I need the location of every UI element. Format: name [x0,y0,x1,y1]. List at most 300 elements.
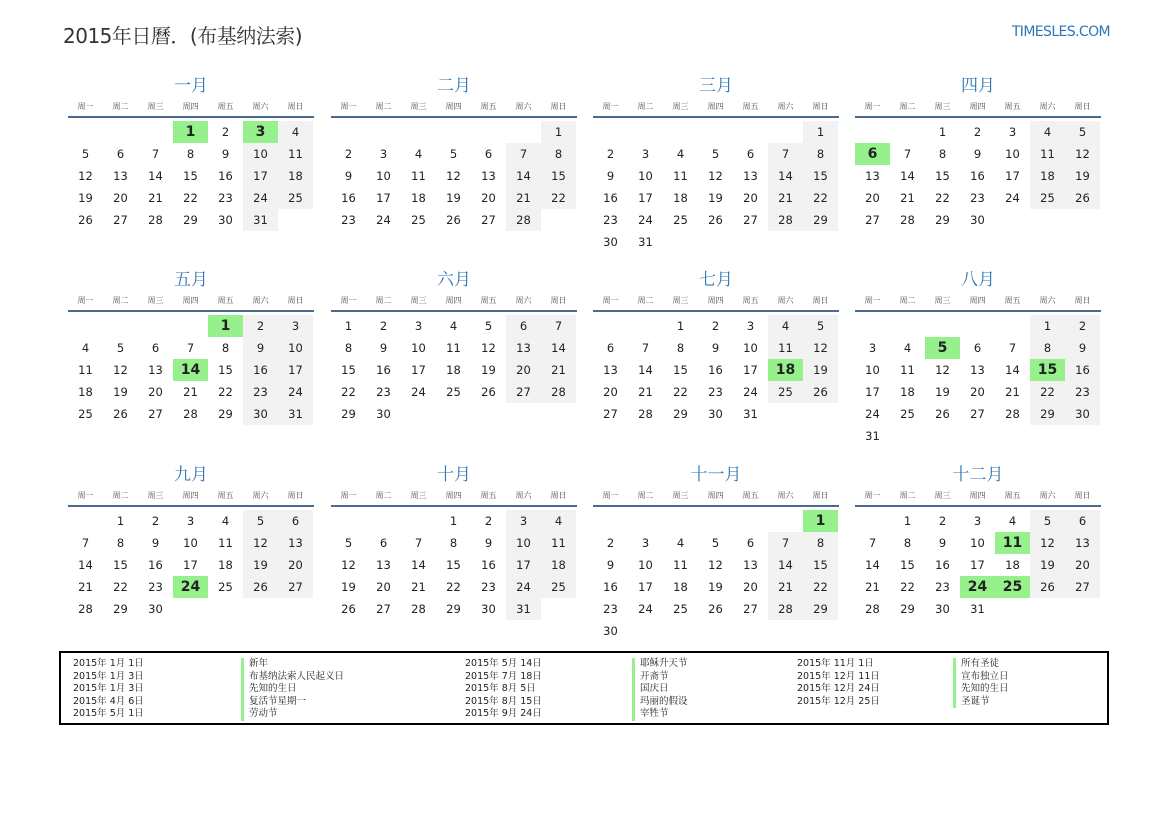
day-cell: 14 [768,554,803,576]
day-cell: 30 [1065,403,1100,425]
day-cell: 4 [676,536,685,550]
day-cell: 19 [243,554,278,576]
day-cell: 22 [1030,381,1065,403]
day-cell: 9 [379,341,388,355]
day-cell: 2 [221,125,230,139]
weekday-label: 周日 [1074,296,1091,305]
day-cell: 21 [78,580,93,594]
day-cell: 30 [970,213,985,227]
day-cell: 6 [484,147,493,161]
day-cell: 20 [970,385,985,399]
day-cell: 20 [278,554,313,576]
month-block [68,74,314,231]
day-cell: 14 [411,558,426,572]
weekday-label: 周一 [340,296,357,305]
day-cell: 23 [376,385,391,399]
day-cell: 13 [376,558,391,572]
weekday-label: 周五 [742,296,759,305]
day-cell: 1 [116,514,125,528]
month-block [331,74,577,231]
day-grid [855,315,1101,447]
day-cell: 28 [768,209,803,231]
weekday-label: 周六 [777,296,794,305]
day-cell: 27 [278,576,313,598]
weekday-label: 周二 [112,102,129,111]
day-cell: 29 [900,602,915,616]
day-cell: 29 [113,602,128,616]
day-cell: 15 [935,169,950,183]
weekday-label: 周六 [515,296,532,305]
empty-cell [698,510,733,532]
day-cell: 23 [148,580,163,594]
day-cell: 15 [218,363,233,377]
month-block [855,463,1101,620]
holiday-name: 宣布独立日 [953,671,1009,684]
day-cell: 9 [711,341,720,355]
day-cell: 25 [900,407,915,421]
weekday-label: 周六 [777,491,794,500]
day-grid [593,315,839,425]
day-cell: 6 [278,510,313,532]
weekday-label: 周六 [1039,102,1056,111]
day-cell: 19 [481,363,496,377]
day-cell: 27 [148,407,163,421]
day-cell: 19 [1065,165,1100,187]
day-cell: 5 [243,510,278,532]
day-cell: 29 [803,598,838,620]
holiday-name: 布基纳法索人民起义日 [241,671,344,684]
weekday-label: 周五 [217,102,234,111]
holiday-date: 2015年 8月 5日 [465,683,536,695]
weekday-label: 周四 [445,102,462,111]
day-cell: 19 [1030,554,1065,576]
day-cell: 17 [376,191,391,205]
holiday-legend [59,651,1109,725]
holiday-date: 2015年 12月 24日 [797,683,880,695]
weekday-header [331,100,577,114]
day-cell: 26 [113,407,128,421]
day-cell: 27 [970,407,985,421]
header-divider [68,310,314,312]
weekday-label: 周三 [410,102,427,111]
day-cell: 23 [243,381,278,403]
day-cell: 22 [183,191,198,205]
day-cell: 1 [938,125,947,139]
day-cell: 16 [708,363,723,377]
day-cell: 12 [113,363,128,377]
day-cell: 5 [116,341,125,355]
day-cell: 24 [506,576,541,598]
day-cell: 21 [411,580,426,594]
weekday-label: 周四 [445,491,462,500]
day-cell: 12 [803,337,838,359]
empty-cell [593,121,628,143]
day-cell: 21 [768,187,803,209]
weekday-label: 周三 [934,491,951,500]
day-cell: 18 [218,558,233,572]
month-name: 二月 [437,76,471,96]
day-cell: 11 [411,169,426,183]
day-cell: 24 [1005,191,1020,205]
empty-cell [663,510,698,532]
day-cell: 24 [243,187,278,209]
day-cell: 27 [1065,576,1100,598]
day-cell: 26 [708,213,723,227]
day-cell: 6 [116,147,125,161]
empty-cell [68,510,103,532]
day-cell: 14 [1005,363,1020,377]
day-cell: 30 [935,602,950,616]
day-cell: 15 [183,169,198,183]
day-cell: 24 [865,407,880,421]
day-cell: 28 [1005,407,1020,421]
holiday-names-col-1 [241,658,344,721]
month-name: 五月 [174,270,208,290]
day-cell: 13 [278,532,313,554]
month-block [593,74,839,253]
weekday-header [855,100,1101,114]
day-cell: 2 [711,319,720,333]
holiday-name: 耶稣升天节 [632,658,688,671]
day-cell: 22 [673,385,688,399]
empty-cell [331,510,366,532]
day-cell: 17 [638,191,653,205]
day-cell: 25 [768,381,803,403]
empty-cell [698,121,733,143]
day-cell: 31 [970,602,985,616]
weekday-label: 周四 [969,102,986,111]
day-cell: 9 [606,558,615,572]
day-cell: 8 [903,536,912,550]
weekday-header [855,294,1101,308]
day-cell: 18 [446,363,461,377]
weekday-label: 周六 [252,296,269,305]
weekday-label: 周一 [602,102,619,111]
holiday-day-cell: 25 [995,576,1030,598]
holiday-dates-col-1 [73,658,144,721]
day-cell: 4 [1008,514,1017,528]
day-cell: 22 [803,576,838,598]
weekday-label: 周四 [182,102,199,111]
day-cell: 6 [746,536,755,550]
day-cell: 15 [541,165,576,187]
weekday-label: 周五 [742,102,759,111]
day-cell: 2 [1065,315,1100,337]
day-cell: 25 [446,385,461,399]
day-cell: 11 [446,341,461,355]
day-cell: 22 [113,580,128,594]
day-cell: 9 [938,536,947,550]
day-cell: 14 [506,165,541,187]
day-cell: 18 [411,191,426,205]
day-cell: 7 [186,341,195,355]
day-cell: 2 [973,125,982,139]
day-cell: 2 [379,319,388,333]
day-cell: 13 [743,169,758,183]
weekday-label: 周六 [252,102,269,111]
day-cell: 28 [506,209,541,231]
day-cell: 18 [541,554,576,576]
day-cell: 10 [638,558,653,572]
day-cell: 18 [1005,558,1020,572]
day-cell: 24 [376,213,391,227]
month-name: 八月 [961,270,995,290]
weekday-label: 周日 [287,102,304,111]
day-cell: 14 [148,169,163,183]
weekday-label: 周日 [550,296,567,305]
weekday-label: 周一 [864,491,881,500]
day-cell: 29 [935,213,950,227]
day-cell: 21 [541,359,576,381]
holiday-name: 先知的生日 [953,683,1009,696]
day-cell: 14 [78,558,93,572]
day-cell: 17 [743,363,758,377]
day-cell: 13 [113,169,128,183]
day-cell: 20 [506,359,541,381]
day-cell: 15 [341,363,356,377]
empty-cell [103,315,138,337]
weekday-header [68,100,314,114]
day-cell: 25 [411,213,426,227]
day-cell: 17 [970,558,985,572]
header-divider [593,310,839,312]
day-cell: 5 [484,319,493,333]
day-cell: 18 [1030,165,1065,187]
day-cell: 8 [116,536,125,550]
day-cell: 8 [541,143,576,165]
weekday-label: 周三 [147,491,164,500]
day-cell: 17 [638,580,653,594]
day-cell: 6 [506,315,541,337]
day-cell: 2 [484,514,493,528]
weekday-label: 周日 [550,102,567,111]
day-cell: 7 [541,315,576,337]
month-name: 七月 [699,270,733,290]
weekday-header [593,294,839,308]
day-cell: 19 [803,359,838,381]
day-cell: 23 [218,191,233,205]
day-cell: 22 [900,580,915,594]
day-cell: 1 [344,319,353,333]
site-link[interactable]: TIMESLES.COM [1011,24,1110,40]
day-cell: 16 [970,169,985,183]
day-cell: 11 [673,169,688,183]
day-cell: 18 [900,385,915,399]
day-cell: 26 [243,576,278,598]
weekday-label: 周三 [672,296,689,305]
day-cell: 11 [673,558,688,572]
header-divider [593,505,839,507]
day-cell: 7 [414,536,423,550]
day-cell: 17 [243,165,278,187]
weekday-label: 周二 [899,491,916,500]
weekday-label: 周日 [1074,491,1091,500]
day-cell: 24 [278,381,313,403]
day-cell: 27 [865,213,880,227]
holiday-date: 2015年 9月 24日 [465,708,542,720]
day-cell: 17 [865,385,880,399]
month-block [331,463,577,620]
weekday-label: 周一 [340,491,357,500]
empty-cell [628,121,663,143]
empty-cell [138,121,173,143]
day-cell: 30 [603,235,618,249]
day-cell: 12 [341,558,356,572]
day-cell: 1 [676,319,685,333]
day-cell: 16 [376,363,391,377]
weekday-label: 周四 [707,102,724,111]
day-cell: 16 [603,191,618,205]
day-cell: 22 [218,385,233,399]
day-cell: 28 [865,602,880,616]
day-cell: 6 [973,341,982,355]
day-cell: 21 [183,385,198,399]
day-cell: 12 [78,169,93,183]
day-cell: 26 [935,407,950,421]
weekday-label: 周五 [480,102,497,111]
day-cell: 26 [341,602,356,616]
weekday-label: 周二 [375,102,392,111]
holiday-date: 2015年 5月 14日 [465,658,542,669]
day-cell: 18 [673,580,688,594]
day-cell: 24 [638,213,653,227]
day-cell: 24 [743,385,758,399]
day-cell: 30 [708,407,723,421]
day-grid [68,510,314,620]
day-cell: 18 [78,385,93,399]
month-name: 十月 [437,465,471,485]
empty-cell [593,315,628,337]
day-cell: 12 [446,169,461,183]
day-cell: 12 [1065,143,1100,165]
day-cell: 29 [218,407,233,421]
day-cell: 29 [1030,403,1065,425]
empty-cell [506,121,541,143]
weekday-label: 周二 [637,102,654,111]
day-cell: 26 [1065,187,1100,209]
weekday-label: 周二 [375,491,392,500]
holiday-date: 2015年 8月 15日 [465,695,542,707]
day-cell: 22 [341,385,356,399]
day-cell: 2 [243,315,278,337]
day-cell: 4 [278,121,313,143]
day-cell: 7 [641,341,650,355]
day-cell: 3 [186,514,195,528]
month-block [593,268,839,425]
day-cell: 21 [900,191,915,205]
day-cell: 5 [1030,510,1065,532]
weekday-label: 周三 [934,102,951,111]
day-cell: 25 [673,213,688,227]
day-cell: 8 [221,341,230,355]
day-cell: 8 [676,341,685,355]
day-cell: 20 [743,191,758,205]
holiday-day-cell: 18 [768,359,803,381]
month-name: 十二月 [952,465,1004,485]
day-cell: 26 [78,213,93,227]
day-cell: 3 [868,341,877,355]
day-cell: 17 [1005,169,1020,183]
empty-cell [855,315,890,337]
day-cell: 11 [1030,143,1065,165]
weekday-header [855,489,1101,503]
header-divider [593,116,839,118]
month-name: 三月 [699,76,733,96]
day-cell: 5 [81,147,90,161]
weekday-label: 周六 [1039,491,1056,500]
day-cell: 7 [81,536,90,550]
day-cell: 3 [641,536,650,550]
weekday-label: 周日 [550,491,567,500]
day-cell: 5 [449,147,458,161]
day-cell: 19 [708,580,723,594]
day-cell: 28 [78,602,93,616]
day-cell: 13 [1065,532,1100,554]
weekday-label: 周日 [287,491,304,500]
day-cell: 12 [1030,532,1065,554]
holiday-dates-col-3 [797,658,880,708]
weekday-label: 周一 [602,491,619,500]
header-divider [855,310,1101,312]
weekday-label: 周一 [77,102,94,111]
empty-cell [628,510,663,532]
holiday-name: 宰牲节 [632,708,688,721]
holiday-name: 玛丽的假设 [632,696,688,709]
day-cell: 2 [606,536,615,550]
day-cell: 13 [481,169,496,183]
holiday-day-cell: 24 [960,576,995,598]
holiday-day-cell: 1 [208,315,243,337]
empty-cell [173,315,208,337]
day-cell: 7 [768,532,803,554]
month-block [68,463,314,620]
day-cell: 7 [506,143,541,165]
day-cell: 16 [603,580,618,594]
month-block [68,268,314,425]
holiday-name: 新年 [241,658,344,671]
day-cell: 19 [78,191,93,205]
day-cell: 10 [865,363,880,377]
day-cell: 17 [506,554,541,576]
day-cell: 20 [1065,554,1100,576]
day-cell: 31 [278,403,313,425]
holiday-date: 2015年 12月 11日 [797,670,880,682]
day-cell: 28 [148,213,163,227]
day-cell: 20 [113,191,128,205]
day-cell: 14 [768,165,803,187]
empty-cell [733,121,768,143]
day-cell: 7 [868,536,877,550]
day-cell: 20 [865,191,880,205]
holiday-date: 2015年 1月 3日 [73,683,144,695]
holiday-day-cell: 14 [173,359,208,381]
day-cell: 21 [148,191,163,205]
weekday-header [68,489,314,503]
day-cell: 14 [541,337,576,359]
day-cell: 5 [711,147,720,161]
day-cell: 28 [768,598,803,620]
day-cell: 11 [218,536,233,550]
weekday-label: 周六 [777,102,794,111]
day-cell: 7 [903,147,912,161]
day-cell: 8 [449,536,458,550]
header-divider [331,116,577,118]
day-grid [68,121,314,231]
day-cell: 31 [743,407,758,421]
day-cell: 29 [446,602,461,616]
day-cell: 22 [446,580,461,594]
day-cell: 25 [1030,187,1065,209]
